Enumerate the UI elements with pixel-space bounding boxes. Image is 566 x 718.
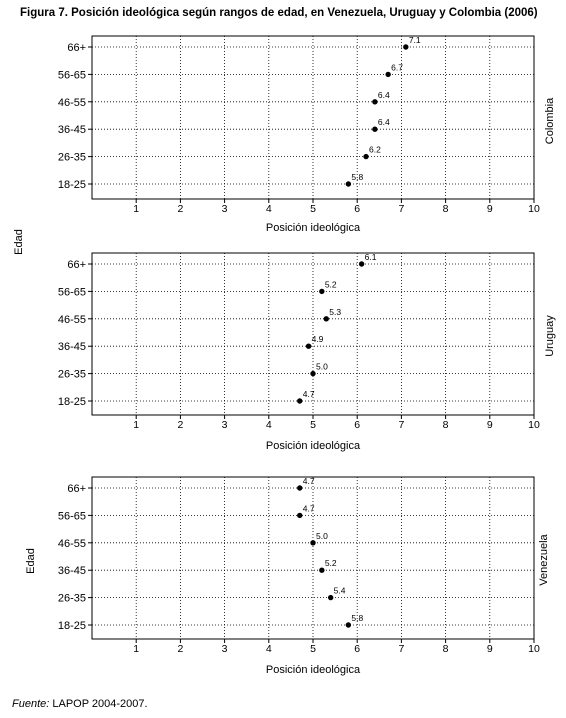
y-tick-label: 66+ xyxy=(67,42,86,54)
data-point xyxy=(306,344,311,349)
data-point xyxy=(297,513,302,518)
data-label: 6.2 xyxy=(369,144,381,155)
y-tick-label: 36-45 xyxy=(57,124,86,137)
x-tick-label: 2 xyxy=(177,419,184,431)
y-tick-label: 66+ xyxy=(67,483,86,495)
y-tick-label: 56-65 xyxy=(57,510,86,523)
x-tick-label: 9 xyxy=(486,203,493,215)
data-point xyxy=(319,289,324,294)
y-tick-label: 26-35 xyxy=(57,151,86,164)
data-point xyxy=(319,568,324,573)
data-point xyxy=(359,261,364,266)
source-text: LAPOP 2004-2007. xyxy=(49,698,148,710)
x-tick-label: 4 xyxy=(265,203,272,215)
x-tick-label: 3 xyxy=(221,419,228,431)
x-tick-label: 4 xyxy=(265,643,272,655)
x-tick-label: 5 xyxy=(310,643,316,655)
x-tick-label: 2 xyxy=(177,203,184,215)
x-tick-label: 5 xyxy=(310,203,316,215)
y-tick-label: 18-25 xyxy=(57,396,86,408)
x-tick-label: 1 xyxy=(133,419,140,431)
data-label: 5.3 xyxy=(329,306,342,317)
x-tick-label: 6 xyxy=(354,203,361,215)
data-point xyxy=(310,540,315,545)
x-tick-label: 5 xyxy=(310,419,316,431)
data-label: 6.1 xyxy=(364,252,377,262)
data-label: 5.4 xyxy=(333,585,346,596)
x-tick-label: 8 xyxy=(442,203,449,215)
x-tick-label: 8 xyxy=(442,643,449,655)
data-label: 5.8 xyxy=(351,172,364,182)
data-label: 5.8 xyxy=(351,613,364,623)
y-tick-label: 36-45 xyxy=(57,565,86,578)
x-axis-label: Posición ideológica xyxy=(265,222,361,234)
x-tick-label: 9 xyxy=(486,643,493,655)
x-tick-label: 10 xyxy=(528,419,540,431)
y-axis-label: Edad xyxy=(25,548,37,574)
data-label: 4.7 xyxy=(302,503,315,514)
data-label: 7.1 xyxy=(408,35,421,45)
data-point xyxy=(372,127,377,132)
y-tick-label: 36-45 xyxy=(57,341,86,354)
y-tick-label: 26-35 xyxy=(57,368,86,381)
y-tick-label: 18-25 xyxy=(57,620,86,632)
x-tick-label: 7 xyxy=(398,203,405,215)
figure-title: Figura 7. Posición ideológica según rangos de edad, en Venezuela, Uruguay y Colombia (2006) xyxy=(20,7,538,19)
data-label: 6.4 xyxy=(377,117,390,128)
x-tick-label: 10 xyxy=(528,203,540,215)
x-tick-label: 10 xyxy=(528,643,540,655)
x-tick-label: 7 xyxy=(398,419,405,431)
data-point xyxy=(297,398,302,403)
data-point xyxy=(324,316,329,321)
x-tick-label: 6 xyxy=(354,419,361,431)
x-tick-label: 8 xyxy=(442,419,449,431)
data-label: 6.4 xyxy=(377,89,390,100)
data-label: 5.2 xyxy=(324,279,337,290)
data-point xyxy=(297,485,302,490)
data-point xyxy=(328,595,333,600)
x-axis-label: Posición ideológica xyxy=(265,664,361,676)
panel-label: Colombia xyxy=(544,97,556,145)
data-label: 6.7 xyxy=(391,62,403,73)
figure-source xyxy=(12,698,148,710)
panel-label: Venezuela xyxy=(538,534,550,586)
y-tick-label: 56-65 xyxy=(57,286,86,299)
data-point xyxy=(310,371,315,376)
data-point xyxy=(372,99,377,104)
y-tick-label: 66+ xyxy=(67,259,86,271)
y-tick-label: 18-25 xyxy=(57,179,86,191)
data-point xyxy=(403,44,408,49)
x-tick-label: 9 xyxy=(486,419,493,431)
data-point xyxy=(363,154,368,159)
x-tick-label: 1 xyxy=(133,203,140,215)
source-label: Fuente: xyxy=(12,698,50,710)
y-axis-label: Edad xyxy=(13,229,25,255)
data-label: 4.9 xyxy=(311,334,324,345)
panel-label: Uruguay xyxy=(544,315,556,357)
data-point xyxy=(385,72,390,77)
x-tick-label: 7 xyxy=(398,643,405,655)
data-label: 5.2 xyxy=(324,558,337,569)
y-tick-label: 46-55 xyxy=(57,313,86,326)
x-tick-label: 4 xyxy=(265,419,272,431)
y-tick-label: 26-35 xyxy=(57,592,86,605)
data-point xyxy=(346,181,351,186)
y-tick-label: 46-55 xyxy=(57,96,86,109)
x-tick-label: 3 xyxy=(221,203,228,215)
data-label: 4.7 xyxy=(302,389,315,399)
x-tick-label: 2 xyxy=(177,643,184,655)
x-tick-label: 1 xyxy=(133,643,140,655)
data-point xyxy=(346,622,351,627)
y-tick-label: 56-65 xyxy=(57,69,86,82)
x-axis-label: Posición ideológica xyxy=(265,440,361,452)
y-tick-label: 46-55 xyxy=(57,537,86,550)
x-tick-label: 6 xyxy=(354,643,361,655)
data-label: 4.7 xyxy=(302,476,315,486)
data-label: 5.0 xyxy=(316,530,328,541)
x-tick-label: 3 xyxy=(221,643,228,655)
data-label: 5.0 xyxy=(316,361,328,372)
